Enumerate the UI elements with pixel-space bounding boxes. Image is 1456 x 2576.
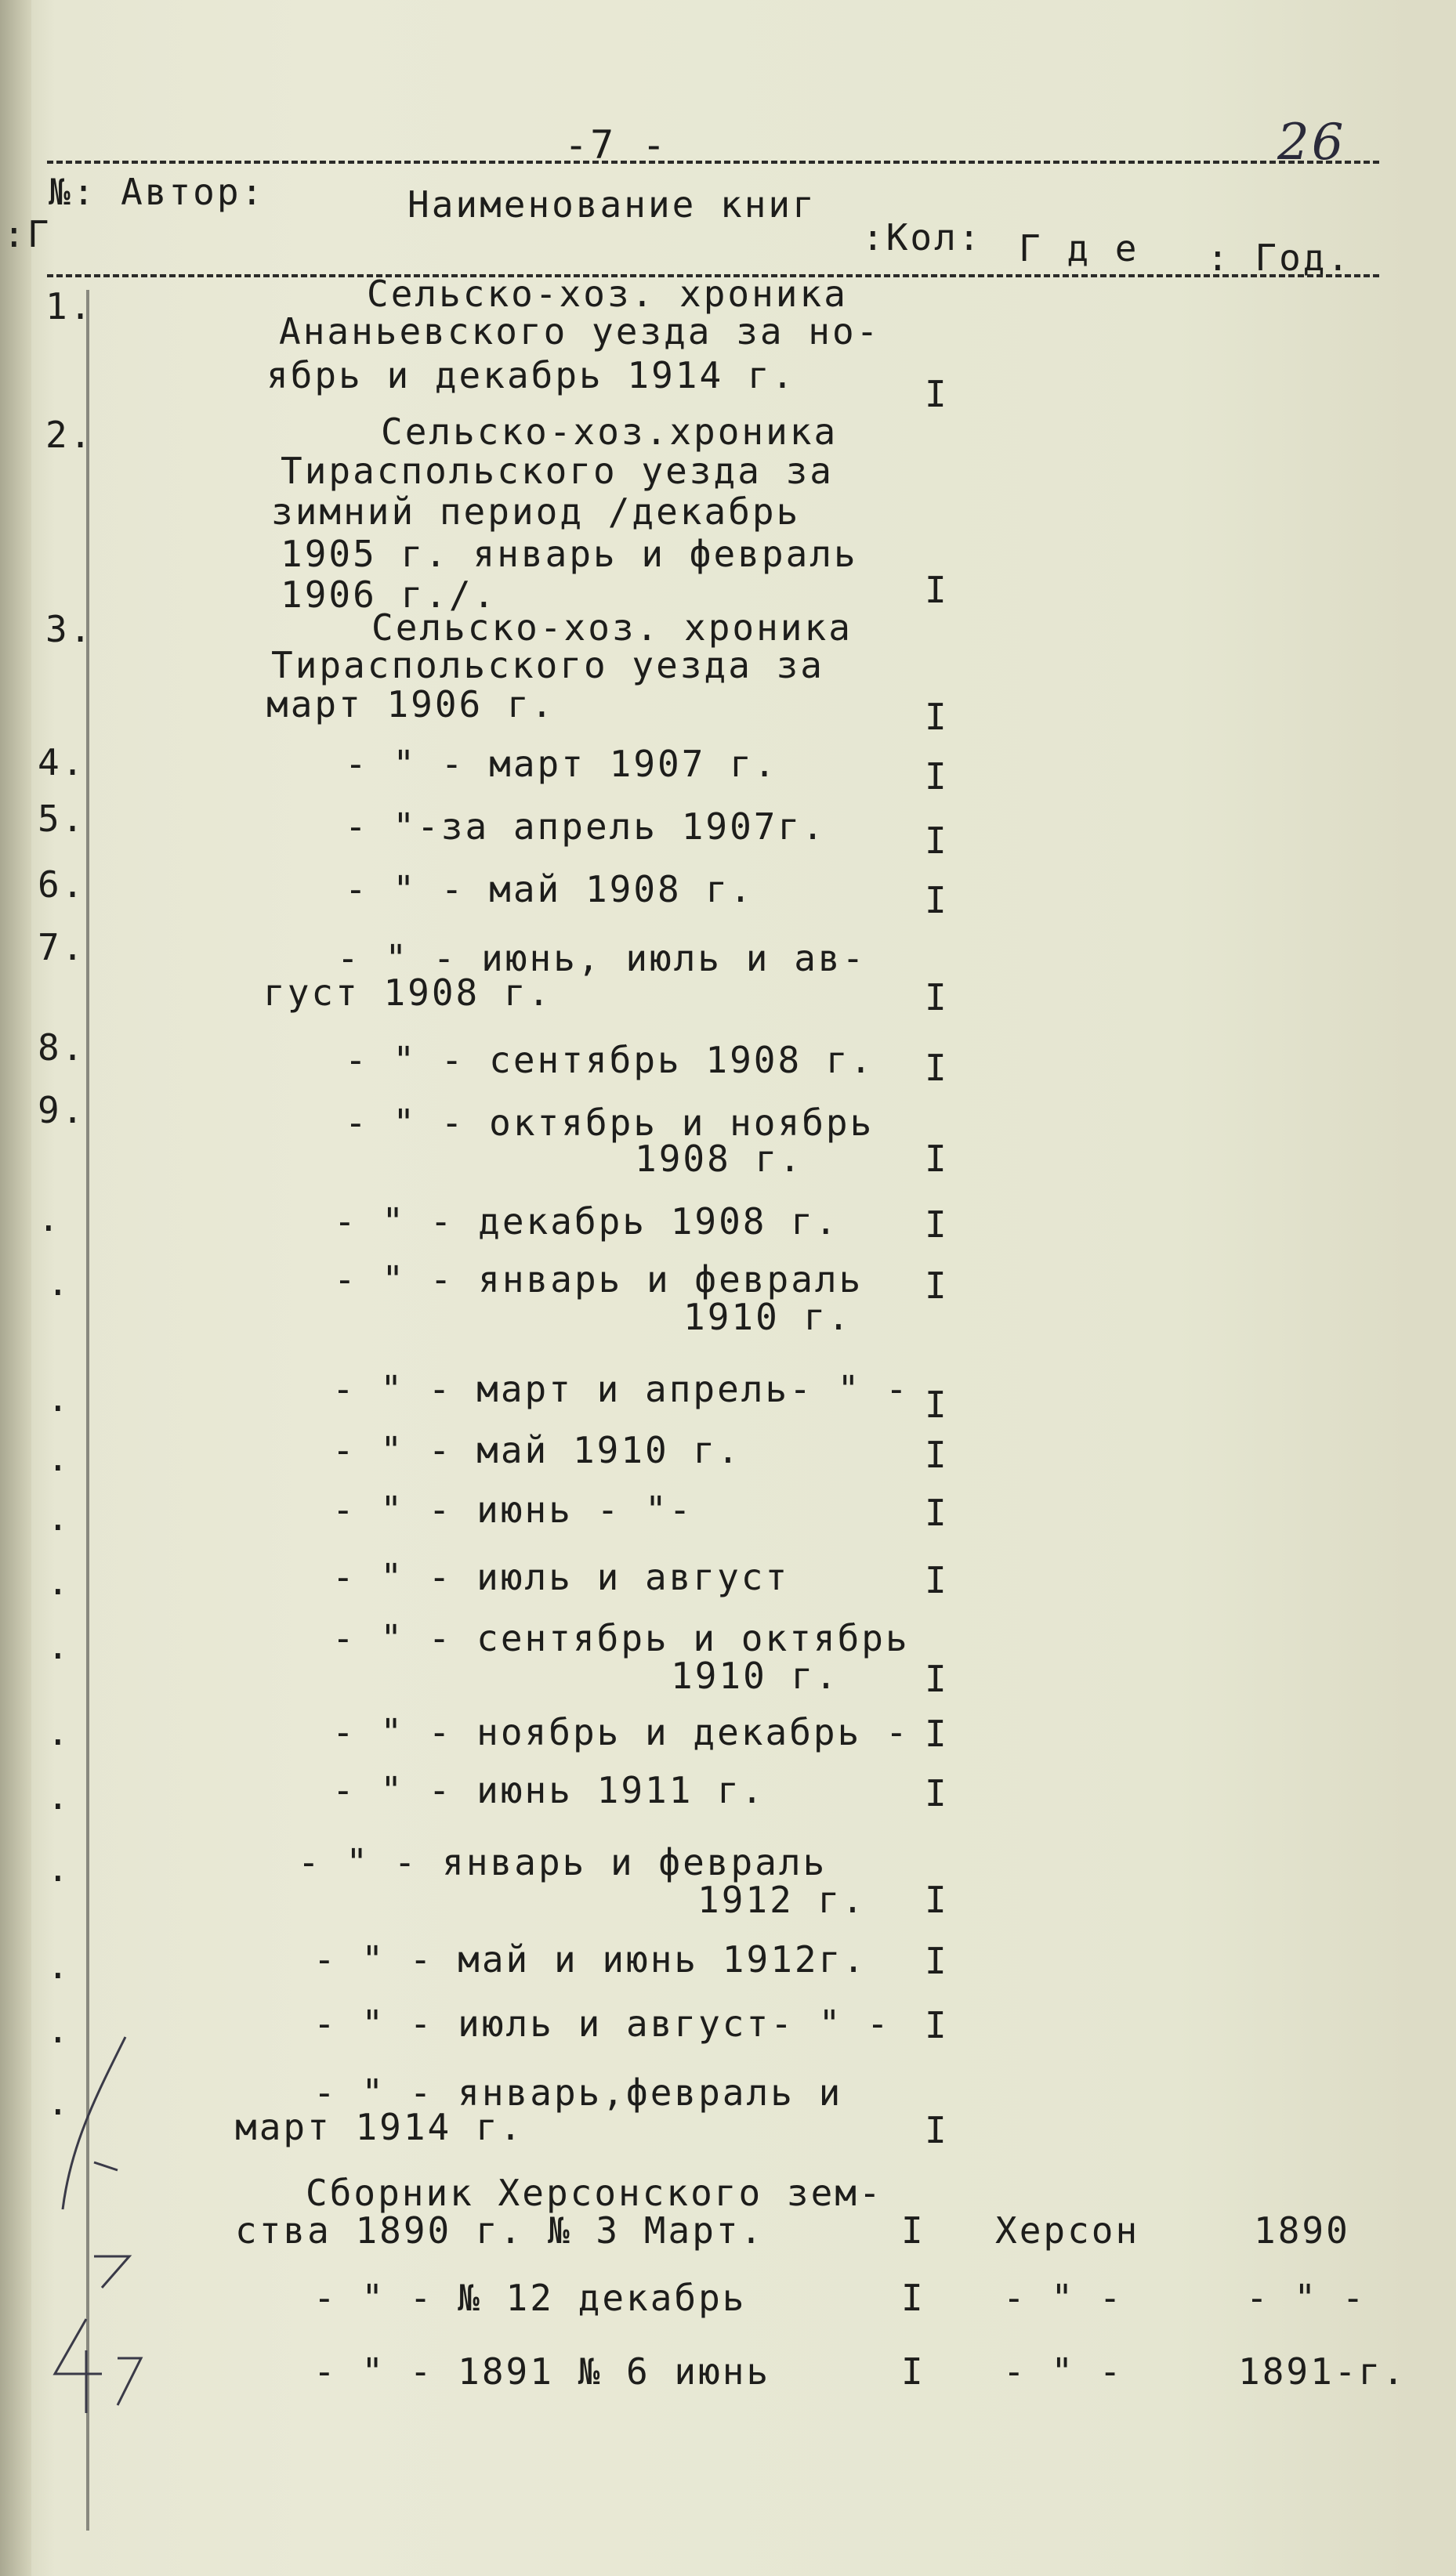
pencil-margin-marks [0, 2006, 204, 2444]
row-where: - " - [1003, 2277, 1124, 2319]
row-number: . [47, 1561, 71, 1603]
row-quantity: I [925, 1434, 949, 1476]
col-year: : Год. [1207, 237, 1352, 279]
row-line: март 1906 г. [266, 683, 556, 725]
row-quantity: I [925, 2004, 949, 2046]
row-line: - " - январь и февраль [334, 1258, 864, 1301]
row-line: ства 1890 г. № 3 Март. [235, 2209, 765, 2252]
row-line: Сборник Херсонского зем- [306, 2172, 883, 2214]
row-quantity: I [925, 1713, 949, 1755]
row-quantity: I [925, 1559, 949, 1601]
row-line: - " - май 1908 г. [345, 868, 754, 910]
row-number: . [47, 1377, 71, 1420]
row-quantity: I [925, 1384, 949, 1426]
row-line: - " - май и июнь 1912г. [313, 1938, 867, 1981]
row-number: 2. [45, 414, 94, 456]
row-line: - " - ноябрь и декабрь - [332, 1711, 910, 1753]
row-line: Сельско-хоз.хроника [381, 411, 838, 453]
row-line: - " - июль и август- " - [313, 2003, 891, 2045]
row-quantity: I [925, 2109, 949, 2151]
row-line: 1905 г. январь и февраль [281, 533, 858, 575]
row-number: 4. [38, 741, 86, 783]
row-line: - " - № 12 декабрь [313, 2277, 747, 2319]
row-quantity: I [925, 1138, 949, 1180]
row-line: 1910 г. [671, 1655, 839, 1697]
row-number: 3. [45, 608, 94, 650]
row-number: 7. [38, 926, 86, 968]
row-line: - " - март 1907 г. [345, 743, 778, 785]
row-line: - " - май 1910 г. [332, 1429, 741, 1471]
row-line: - " - декабрь 1908 г. [334, 1200, 839, 1243]
row-line: - " - 1891 № 6 июнь [313, 2350, 771, 2393]
row-line: 1908 г. [635, 1138, 803, 1180]
row-number: . [38, 1197, 62, 1239]
row-quantity: I [901, 2350, 925, 2393]
row-line: - " - январь и февраль [298, 1841, 828, 1883]
row-number: . [47, 1711, 71, 1753]
row-line: Сельско-хоз. хроника [371, 606, 853, 649]
row-line: Тираспольского уезда за [271, 644, 824, 686]
row-where: - " - [1003, 2350, 1124, 2393]
row-quantity: I [925, 373, 949, 415]
row-year: - " - [1246, 2277, 1367, 2319]
row-quantity: I [901, 2277, 925, 2319]
row-line: Сельско-хоз. хроника [367, 273, 848, 315]
row-number: . [47, 1261, 71, 1304]
row-line: - " - январь,февраль и [313, 2071, 843, 2114]
row-number: . [47, 1775, 71, 1818]
row-line: зимний период /декабрь [271, 490, 801, 533]
row-line: - " - сентябрь 1908 г. [345, 1039, 875, 1081]
row-quantity: I [925, 569, 949, 611]
row-quantity: I [925, 1772, 949, 1814]
col-number-author: №: Автор: [49, 171, 266, 213]
row-quantity: I [925, 1492, 949, 1534]
row-quantity: I [925, 755, 949, 798]
row-number: . [47, 2081, 71, 2123]
row-line: 1906 г./. [281, 573, 498, 616]
row-quantity: I [925, 1879, 949, 1921]
row-line: - " - июнь 1911 г. [332, 1769, 766, 1811]
row-line: - "-за апрель 1907г. [345, 805, 826, 848]
col-quantity: :Кол: [862, 216, 983, 259]
row-line: 1910 г. [683, 1296, 852, 1338]
row-number: . [47, 2009, 71, 2051]
row-number: 8. [38, 1026, 86, 1069]
row-line: - " - июнь, июль и ав- [337, 937, 867, 979]
row-number: 5. [38, 798, 86, 840]
col-title: Наименование книг [407, 183, 817, 226]
row-line: март 1914 г. [235, 2106, 524, 2148]
left-mark: :Г [3, 213, 52, 255]
row-number: 9. [38, 1089, 86, 1131]
row-quantity: I [925, 976, 949, 1018]
row-number: . [47, 1847, 71, 1890]
row-number: 6. [38, 863, 86, 906]
row-line: Тираспольского уезда за [281, 450, 834, 492]
row-quantity: I [925, 1658, 949, 1700]
row-line: 1912 г. [697, 1879, 866, 1921]
row-quantity: I [925, 819, 949, 862]
row-where: Херсон [995, 2209, 1140, 2252]
page-number: -7 - [564, 122, 668, 168]
row-quantity: I [925, 879, 949, 921]
row-line: Ананьевского уезда за но- [279, 310, 881, 353]
row-line: густ 1908 г. [263, 971, 552, 1014]
row-quantity: I [925, 1264, 949, 1307]
row-line: - " - июнь - "- [332, 1489, 694, 1531]
row-quantity: I [925, 1203, 949, 1246]
row-year: 1890 [1254, 2209, 1350, 2252]
row-quantity: I [901, 2209, 925, 2252]
row-year: 1891-г. [1238, 2350, 1407, 2393]
row-number: . [47, 1496, 71, 1539]
row-line: ябрь и декабрь 1914 г. [266, 354, 796, 396]
row-number: 1. [45, 285, 94, 327]
row-quantity: I [925, 1940, 949, 1982]
row-quantity: I [925, 1047, 949, 1089]
row-line: - " - октябрь и ноябрь [345, 1102, 875, 1144]
row-line: - " - июль и август [332, 1556, 790, 1598]
header-rule-top [47, 161, 1379, 164]
row-line: - " - сентябрь и октябрь [332, 1617, 910, 1659]
row-number: . [47, 1437, 71, 1479]
row-number: . [47, 1945, 71, 1987]
row-number: . [47, 1625, 71, 1667]
row-quantity: I [925, 696, 949, 738]
col-where: Г д е [1019, 227, 1139, 270]
row-line: - " - март и апрель- " - [332, 1368, 910, 1410]
sheet-number: 26 [1277, 114, 1346, 172]
